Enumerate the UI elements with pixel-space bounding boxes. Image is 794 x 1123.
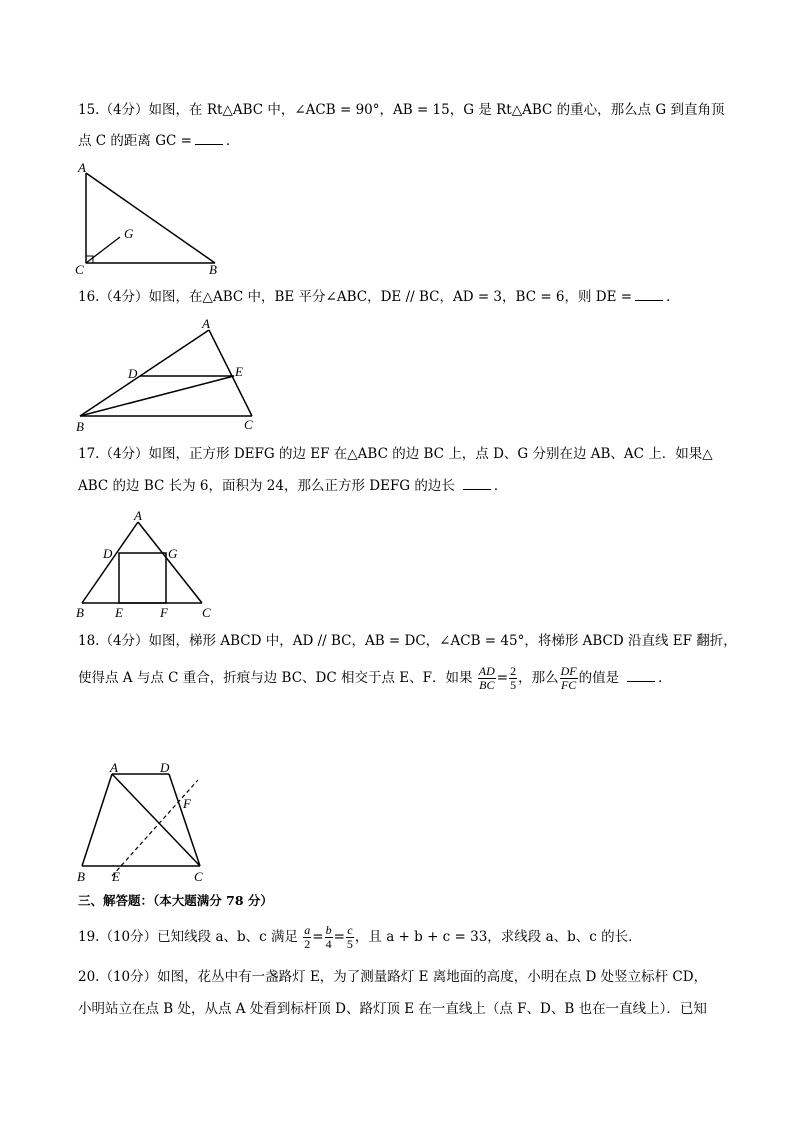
q17-label-E: E [115, 605, 123, 620]
q16-label-B: B [76, 419, 84, 434]
q19-frac-a2: $\frac{a}{2}$ [304, 923, 311, 951]
q15-figure [70, 160, 230, 275]
section3-heading [78, 891, 273, 911]
q17-label-C: C [202, 605, 211, 620]
q15-label-A: A [78, 160, 86, 175]
q19-text-b: ，且 a + b + c = 33，求线段 a、b、c 的长． [354, 929, 642, 945]
q15-label-B: B [209, 262, 217, 277]
q18-label-D: D [160, 760, 170, 775]
q16-end: ． [666, 289, 680, 305]
q16-label-C: C [244, 417, 253, 432]
q17-answer-blank [463, 477, 491, 490]
q17-label-B: B [76, 605, 84, 620]
q15-label-G: G [124, 226, 134, 241]
q18-fraction-2-5: $\frac{2}{5}$ [510, 664, 517, 692]
section3-title: 三、解答题： [78, 893, 154, 908]
q17-label-F: F [160, 605, 168, 620]
q18-line2-c: 的值是 [578, 670, 620, 686]
q20-line1: 20.（10分）如图，花丛中有一盏路灯 E，为了测量路灯 E 离地面的高度，小明在点 D 处竖立标杆 CD， [78, 969, 708, 985]
q18-end: ． [658, 670, 672, 686]
q16-label-D: D [128, 366, 138, 381]
q19-frac-c5: $\frac{c}{5}$ [346, 923, 353, 951]
q18-line2-b: ，那么 [518, 670, 559, 686]
section3-note: （本大题满分 78 分） [153, 893, 273, 908]
q18-figure [72, 758, 232, 883]
q18-fraction-df-fc: $\frac{DF}{FC}$ [560, 664, 577, 692]
q15-line1: 15.（4分）如图，在 Rt△ABC 中，∠ACB = 90°，AB = 15，G 是 Rt△ABC 的重心，那么点 G 到直角顶 [78, 102, 725, 118]
q18-line1: 18.（4分）如图，梯形 ABCD 中，AD // BC，AB = DC，∠ACB = 45°，将梯形 ABCD 沿直线 EF 翻折， [78, 633, 737, 649]
q16-line1 [78, 287, 680, 307]
q16-text: 16.（4分）如图，在△ABC 中，BE 平分∠ABC，DE // BC，AD = 3，BC = 6，则 DE = [78, 289, 633, 305]
q15-answer-blank [195, 132, 223, 145]
q19-line: 19.（10分）已知线段 a、b、c 满足 $\frac{a}{2}$ = $\frac{b}{4}$ = $\frac{c}{5}$ ，且 a + b + c = 33，求线段 a、b、c 的长． [78, 923, 642, 951]
q18-label-B: B [77, 869, 85, 884]
q15-line2-text: 点 C 的距离 GC = [78, 133, 192, 149]
q16-answer-blank [635, 288, 663, 301]
q17-end: ． [493, 478, 508, 494]
q18-equals: = [496, 670, 509, 686]
q17-line2 [78, 476, 507, 496]
q17-line2-text: ABC 的边 BC 长为 6，面积为 24，那么正方形 DEFG 的边长 [78, 478, 455, 494]
q18-label-E: E [112, 869, 120, 884]
q17-label-D: D [103, 546, 113, 561]
q17-line1: 17.（4分）如图，正方形 DEFG 的边 EF 在△ABC 的边 BC 上，点 D、G 分别在边 AB、AC 上．如果△ [78, 446, 713, 462]
q17-label-A: A [134, 508, 142, 523]
q15-line2-end: ． [225, 133, 240, 149]
q20-line2: 小明站立在点 B 处，从点 A 处看到标杆顶 D、路灯顶 E 在一直线上（点 F、D、B 也在一直线上）．已知 [78, 1001, 707, 1017]
q17-figure [72, 505, 222, 620]
q18-label-C: C [194, 869, 203, 884]
q18-line2 [78, 664, 672, 692]
q17-label-G: G [168, 546, 178, 561]
q19-frac-b4: $\frac{b}{4}$ [325, 923, 332, 951]
q15-line2 [78, 131, 239, 151]
q16-label-E: E [235, 364, 243, 379]
q18-fraction-ad-bc: $\frac{AD}{BC}$ [478, 664, 495, 692]
q18-answer-blank [627, 669, 655, 682]
q18-line2-a: 使得点 A 与点 C 重合，折痕与边 BC、DC 相交于点 E、F．如果 [78, 670, 473, 686]
q16-figure [72, 315, 272, 435]
q18-label-F: F [183, 796, 191, 811]
q19-text-a: 19.（10分）已知线段 a、b、c 满足 [78, 929, 298, 945]
q15-label-C: C [75, 262, 84, 277]
q18-label-A: A [110, 760, 118, 775]
q16-label-A: A [202, 316, 210, 331]
